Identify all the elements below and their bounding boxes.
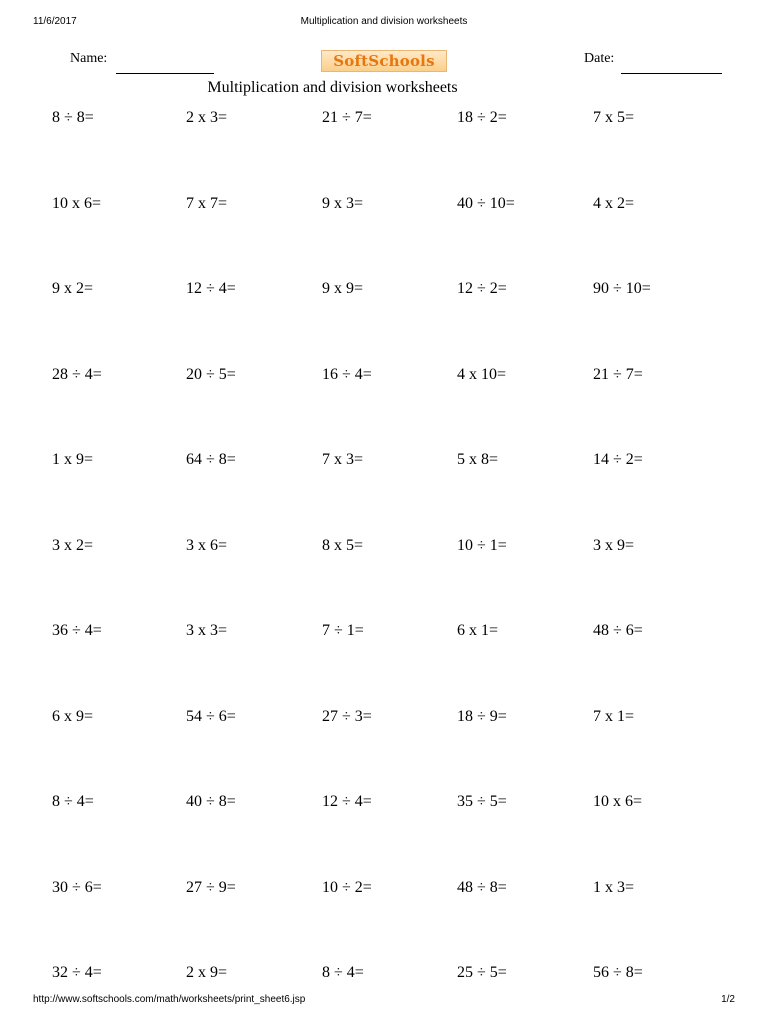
problem-r9-c1: 8 ÷ 4= [52,793,94,810]
problem-r6-c3: 8 x 5= [322,537,364,554]
problem-r10-c2: 27 ÷ 9= [186,879,236,896]
problem-r1-c4: 18 ÷ 2= [457,109,507,126]
problem-r1-c3: 21 ÷ 7= [322,109,372,126]
problem-r3-c2: 12 ÷ 4= [186,280,236,297]
problem-r5-c4: 5 x 8= [457,451,499,468]
problem-r6-c4: 10 ÷ 1= [457,537,507,554]
problem-r1-c5: 7 x 5= [593,109,635,126]
problem-r4-c1: 28 ÷ 4= [52,366,102,383]
print-title: Multiplication and division worksheets [300,16,468,27]
problem-r2-c2: 7 x 7= [186,195,228,212]
print-date: 11/6/2017 [33,16,77,27]
problem-r3-c4: 12 ÷ 2= [457,280,507,297]
problem-r4-c3: 16 ÷ 4= [322,366,372,383]
problem-r2-c5: 4 x 2= [593,195,635,212]
problem-r8-c2: 54 ÷ 6= [186,708,236,725]
problem-r7-c4: 6 x 1= [457,622,499,639]
problem-r11-c1: 32 ÷ 4= [52,964,102,981]
problem-r10-c1: 30 ÷ 6= [52,879,102,896]
problem-r3-c5: 90 ÷ 10= [593,280,651,297]
problem-r8-c4: 18 ÷ 9= [457,708,507,725]
problem-r11-c4: 25 ÷ 5= [457,964,507,981]
problem-r2-c3: 9 x 3= [322,195,364,212]
problem-r6-c1: 3 x 2= [52,537,94,554]
problem-r5-c5: 14 ÷ 2= [593,451,643,468]
problem-r7-c2: 3 x 3= [186,622,228,639]
problem-r10-c4: 48 ÷ 8= [457,879,507,896]
problem-r2-c1: 10 x 6= [52,195,102,212]
problem-r7-c3: 7 ÷ 1= [322,622,364,639]
problem-r9-c5: 10 x 6= [593,793,643,810]
problem-r8-c3: 27 ÷ 3= [322,708,372,725]
problem-r8-c5: 7 x 1= [593,708,635,725]
date-field[interactable] [621,73,722,74]
problem-r11-c3: 8 ÷ 4= [322,964,364,981]
problem-r1-c1: 8 ÷ 8= [52,109,94,126]
worksheet-title: Multiplication and division worksheets [207,79,458,96]
date-label: Date: [584,51,615,66]
problem-r9-c4: 35 ÷ 5= [457,793,507,810]
problem-r3-c3: 9 x 9= [322,280,364,297]
problem-r4-c2: 20 ÷ 5= [186,366,236,383]
problem-r4-c4: 4 x 10= [457,366,507,383]
problem-r6-c2: 3 x 6= [186,537,228,554]
problem-r5-c2: 64 ÷ 8= [186,451,236,468]
print-header [0,16,768,30]
problem-r1-c2: 2 x 3= [186,109,228,126]
problem-r5-c3: 7 x 3= [322,451,364,468]
problem-r3-c1: 9 x 2= [52,280,94,297]
problem-r9-c3: 12 ÷ 4= [322,793,372,810]
problem-r9-c2: 40 ÷ 8= [186,793,236,810]
print-url: http://www.softschools.com/math/worksheets/print_sheet6.jsp [33,994,306,1005]
problem-r4-c5: 21 ÷ 7= [593,366,643,383]
problem-r8-c1: 6 x 9= [52,708,94,725]
problem-r11-c5: 56 ÷ 8= [593,964,643,981]
problem-r11-c2: 2 x 9= [186,964,228,981]
name-label: Name: [70,51,108,66]
problem-r7-c1: 36 ÷ 4= [52,622,102,639]
name-field[interactable] [116,73,214,74]
problem-r7-c5: 48 ÷ 6= [593,622,643,639]
problem-r10-c5: 1 x 3= [593,879,635,896]
problem-r5-c1: 1 x 9= [52,451,94,468]
softschools-logo: SoftSchools [321,50,447,72]
problem-r10-c3: 10 ÷ 2= [322,879,372,896]
page-number: 1/2 [721,994,735,1005]
problem-r2-c4: 40 ÷ 10= [457,195,515,212]
problem-r6-c5: 3 x 9= [593,537,635,554]
print-footer [0,994,768,1008]
